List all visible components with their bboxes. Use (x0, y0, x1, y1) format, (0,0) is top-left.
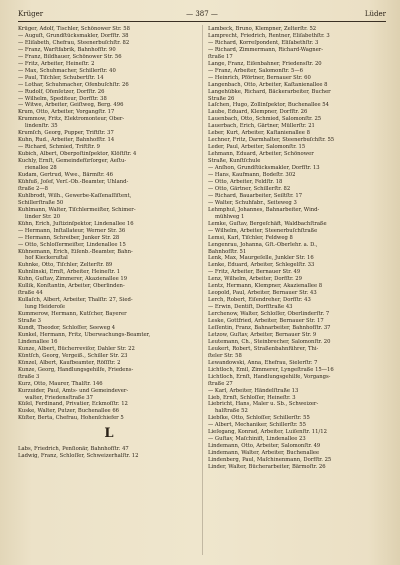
directory-entry: — Richard, Schmied, Triftſtr. 9 (18, 144, 100, 151)
directory-entry: Kuhlmann, Walter, Tiſchlermeiſter, Schimer- (18, 206, 136, 213)
directory-entry: lindenſtr. 35 (25, 123, 58, 130)
directory-entry: Lengenrau, Johanna, Gſt.-Oberlehr. a. D., (208, 241, 318, 248)
directory-entry: Lerchenow, Walter, Schloſſer, Oberlinderſtr. 7 (208, 311, 330, 318)
directory-entry: — Otto, Schloſſermeiſter, Lindenallee 15 (18, 241, 126, 248)
directory-entry: — Anſhon, Grundſtücksmakler, Dorfſtr. 13 (208, 165, 320, 172)
directory-entry: Krumſch, Georg, Pupper, Triftſtr. 37 (18, 130, 114, 137)
directory-entry: Laſchen, Hugo, Zollinſpektor, Buchenallee 54 (208, 102, 329, 109)
directory-entry: — Otto, Gärtner, Schillerſtr. 82 (208, 185, 291, 192)
directory-entry: Lieſegang, Konrad, Arbeiter, Luiſenſtr. 11/12 (208, 429, 327, 436)
directory-entry: Lemsi, Karl, Tiſchler, Feldweg 8 (208, 234, 293, 241)
directory-entry: ſtraße 44 (18, 290, 43, 297)
directory-entry: — Fritz, Arbeiter, Bernauer Str. 49 (208, 269, 301, 276)
directory-entry: Krum, Otto, Arbeiter, Vorgangſtr. 17 (18, 109, 115, 116)
header-rule (18, 21, 386, 22)
directory-entry: ſtraße 3 (18, 373, 40, 380)
directory-entry: rienallee 28 (25, 165, 57, 172)
column-divider (202, 25, 203, 555)
directory-entry: — Rudolf, Ofenſetzer, Dorfſtr. 26 (18, 88, 105, 95)
directory-entry: — Albert, Mechaniker, Schillerſtr. 55 (208, 422, 306, 429)
directory-entry: Lauenbach, Otto, Schmied, Salomonſtr. 25 (208, 116, 322, 123)
directory-entry: Schillerſtraße 50 (18, 199, 64, 206)
directory-entry: — Max, Schuhmacher, Schillerſtr. 40 (18, 67, 116, 74)
directory-entry: Kurz, Otto, Maurer, Thalſtr. 146 (18, 380, 103, 387)
directory-entry: ſtraße 2—8 (18, 185, 48, 192)
directory-entry: Lange, Franz, Eiſenbahner, Friedensſtr. 20 (208, 60, 322, 67)
directory-entry: Kuhlbrodt, Wilh., Gewerbe-Kaſſenaſſiſtent, (18, 192, 132, 199)
directory-entry: — Otto, Arbeiter, Feldſtr. 18 (208, 178, 283, 185)
directory-entry: Leske, Gottfried, Arbeiter, Bernauer Str. 17 (208, 318, 324, 325)
directory-entry: — Wilhelm, Spediteur, Dorfſtr. 38 (18, 95, 107, 102)
directory-entry: ſteler Str. 58 (208, 352, 242, 359)
directory-entry: — Richard, Bauarbeiter, Seiltſtr. 17 (208, 192, 303, 199)
directory-entry: Lindenberg, Paul, Maſchinenmann, Dorfſtr. 25 (208, 457, 332, 464)
directory-entry: Leopold, Paul, Arbeiter, Bernauer Str. 43 (208, 290, 317, 297)
directory-entry: Lindemann, Otto, Arbeiter, Salomonſtr. 49 (208, 443, 321, 450)
directory-entry: Laube, Eduard, Klempner, Dorfſtr. 26 (208, 109, 308, 116)
directory-entry: — Hermann, Schreiber, Junker Str. 28 (18, 234, 120, 241)
directory-entry: Kühn, Erich, Juſtizinſpektor, Lindenallee 16 (18, 220, 134, 227)
directory-entry: Lichtloch, Ernſt, Handlungsgehilfe, Vorgangs- (208, 373, 331, 380)
directory-entry: — Walter, Schuhfabr., Seiteweg 3 (208, 199, 297, 206)
directory-entry: — Richard, Zimmermann, Richard-Wagner- (208, 46, 323, 53)
directory-entry: — Eliſabeth, Chefrau, Steenerbuſchſtr. 82 (18, 39, 130, 46)
directory-entry: lung Heideroſe (25, 304, 66, 311)
directory-entry: ſtraße 27 (208, 380, 233, 387)
directory-entry: Ladwig, Franz, Schloſſer, Schweizerhalſtr. 12 (18, 453, 139, 460)
directory-entry: Liebricht, Hans, Maler u. Sb., Schweizer- (208, 401, 319, 408)
directory-entry: — Fritz, Arbeiter, Heineſtr. 2 (18, 60, 95, 67)
directory-entry: Küntſch, Georg, Vergeiß., Schiller Str. 23 (18, 352, 128, 359)
directory-entry: Küſter, Berta, Chefrau, Hohenſchiefer 5 (18, 415, 124, 422)
directory-entry: linder Str. 20 (25, 213, 61, 220)
directory-entry: Krummow, Fritz, Elektromonteur, Ober- (18, 116, 125, 123)
directory-entry: — Richard, Korreſpondent, Eliſabethſtr. 3 (208, 39, 319, 46)
directory-entry: Lerch, Robert, Eiſendreher, Dorfſtr. 43 (208, 297, 311, 304)
directory-entry: Leukert, Robert, Straßenbahnführer, Thi- (208, 345, 319, 352)
section-letter-heading: L (104, 426, 114, 442)
directory-entry: Langenbach, Otto, Arbeiter, Kaſtanienallee 8 (208, 81, 328, 88)
directory-entry: Kuhn, Guſtav, Zimmerer, Akazienallee 19 (18, 276, 128, 283)
directory-entry: Kuhn, Rud., Arbeiter, Bahnhofſtr. 14 (18, 137, 115, 144)
directory-entry: — Auguſt, Grundſtücksmakler, Dorfſtr. 38 (18, 32, 129, 39)
directory-entry: Lieb, Ernſt, Schloſſer, Heineſtr. 3 (208, 394, 296, 401)
directory-entry: — Hermann, Inſtallateur, Werner Str. 36 (18, 227, 126, 234)
directory-entry: Lauerbach, Erich, Gärtner, Müllerſtr. 21 (208, 123, 315, 130)
directory-entry: — Paul, Tiſchler, Schubertſtr. 14 (18, 74, 104, 81)
directory-entry: walter, Friedensſtraße 37 (25, 394, 93, 401)
page-number: — 387 — (186, 10, 218, 18)
directory-entry: Lenke, Eduard, Arbeiter, Schlegelſtr. 33 (208, 262, 315, 269)
directory-entry: Lechner, Fritz, Darmhalter, Steenerbuſchſtr. 55 (208, 137, 335, 144)
directory-entry: — Witwe, Arbeiter, Geiſtweg, Berg. 496 (18, 102, 124, 109)
directory-entry: — Franz, Arbeiter, Salomonſtr. 5—6 (208, 67, 303, 74)
directory-entry: — Erwin, Dentiſt, Dorfſtraße 43 (208, 304, 293, 311)
directory-entry: Straße, Kunſtſchule (208, 158, 261, 165)
directory-entry: Lemke, Guſtav, Bergeſchäft, Waldbachſtraße (208, 220, 327, 227)
directory-entry: Kundt, Theodor, Schloſſer, Seeweg 4 (18, 324, 116, 331)
directory-entry: Liebſke, Otto, Schloſſer, Schillerſtr. 55 (208, 415, 310, 422)
directory-entry: Bahnhofſtr. 51 (208, 248, 247, 255)
directory-entry: Kuhnlinski, Ernſt, Arbeiter, Heineſtr. 1 (18, 269, 121, 276)
directory-entry: Langehübke, Richard, Bäckerarbeiter, Bucher (208, 88, 331, 95)
directory-entry: Labs, Friedrich, Penſionär, Bahnhofſtr. 47 (18, 446, 129, 453)
directory-entry: mühlweg 1 (215, 213, 245, 220)
page-header (18, 8, 386, 20)
directory-entry: Kunze, Georg, Handlungsgehilfe, Friedens- (18, 366, 134, 373)
directory-entry: Kummerow, Hermann, Kutſcher, Bayerer (18, 311, 127, 318)
directory-entry: — Guſtav, Maſchiniſt, Lindenallee 23 (208, 436, 306, 443)
directory-entry: halſtraße 52 (215, 408, 248, 415)
directory-entry: Kubich, Albert, Oberpoſtinſpektor, Klöſtſtr. 4 (18, 151, 137, 158)
directory-entry: Krüger, Adolf, Tischler, Schönower Str. 58 (18, 26, 130, 32)
header-left-keyword: Krüger (18, 10, 44, 18)
directory-entry: Linder, Walter, Bücherarbeiter, Bärmoſtr. 26 (208, 464, 326, 471)
directory-entry: Lindemann, Walter, Arbeiter, Buchenallee (208, 450, 320, 457)
left-column (18, 26, 200, 460)
directory-entry: Lenk, Max, Maurgeſelle, Junkler Str. 16 (208, 255, 314, 262)
directory-entry: Küſel, Ferdinand, Privatier, Eckmoſſtr. 12 (18, 401, 128, 408)
directory-entry: Kurzuider, Paul, Amts- und Gemeindever- (18, 387, 129, 394)
directory-entry: Kudam, Gertrud, Wwe., Bärmſtr. 46 (18, 172, 113, 179)
directory-entry: Kunze, Albert, Bücherreviſor, Dahler Str. 22 (18, 345, 135, 352)
directory-entry: Leber, Kurt, Arbeiter, Kaſtanienallee 8 (208, 130, 310, 137)
directory-entry: — Wilhelm, Arbeiter, Steenerbuſchſtraße (208, 227, 318, 234)
directory-entry: Kuske, Walter, Putzer, Buchenallee 66 (18, 408, 120, 415)
directory-entry: Kullik, Konſtantin, Arbeiter, Oberlinden- (18, 283, 125, 290)
directory-entry: Lamprecht, Friedrich, Rentner, Eliſabethſtr. 3 (208, 32, 330, 39)
directory-entry: — Karl, Arbeiter, Händelſtraße 13 (208, 387, 299, 394)
directory-entry: Lehmphul, Johannes, Bahnarbeiter, Wind- (208, 206, 320, 213)
directory-entry: Straße 3 (18, 318, 41, 325)
directory-entry: — Lothar, Schuhmacher, Ofenbuſchſtr. 26 (18, 81, 129, 88)
directory-entry: Kullaſch, Albert, Arbeiter, Thalſtr. 27, Sied- (18, 297, 133, 304)
directory-entry: — Franz, Bildhauer, Schönower Str. 56 (18, 53, 122, 60)
directory-entry: Leder, Paul, Arbeiter, Salomonſtr. 15 (208, 144, 306, 151)
directory-entry: Leutemann, Ch., Steinbrecher, Salomonſtr. 20 (208, 338, 331, 345)
directory-entry: Kunkel, Hermann, Fritz, Überwachungs-Beamter, (18, 331, 151, 338)
directory-entry: Lichtloch, Emil, Zimmerer, Lyngeſtraße 15—16 (208, 366, 334, 373)
header-right-keyword: Lüder (364, 10, 386, 18)
directory-entry: Lentz, Hermann, Klempner, Akazienallee 8 (208, 283, 323, 290)
directory-entry: — Heinrich, Pförtner, Bernauer Str. 60 (208, 74, 311, 81)
directory-entry: Leſſentin, Franz, Bahnarbeiter, Bahnhofſtr. 37 (208, 324, 331, 331)
directory-entry: Kühnemann, Erich, Eiſenb.-Beamter, Bahn- (18, 248, 133, 255)
directory-entry: — Franz, Warſtfabrik, Bahnhofſtr. 90 (18, 46, 116, 53)
directory-entry: Lambeck, Bruno, Klempner, Zelterſtr. 52 (208, 26, 317, 32)
directory-entry: Lewandowski, Anna, Ehefrau, Sielerſtr. 7 (208, 359, 318, 366)
directory-entry: Kuhnke, Otto, Tiſchler, Zelterſtr. 89 (18, 262, 113, 269)
directory-entry: Kuchly, Ernſt, Gemeindefürſorger, Aeſtu- (18, 158, 127, 165)
directory-entry: Letzow, Guſtav, Arbeiter, Bernauer Str. 9 (208, 331, 317, 338)
directory-entry: Kühfuß, Joſef, Verſ.-Ob.-Beamter, Uhland- (18, 178, 129, 185)
directory-entry: Künzel, Albert, Kaufbeamter, Röſſſtr. 2 (18, 359, 121, 366)
directory-entry: Straße 26 (208, 95, 235, 102)
directory-entry: ſtraße 17 (208, 53, 233, 60)
right-column (208, 26, 390, 471)
directory-entry: — Hans, Kaufmann, Bodeſtr. 302 (208, 172, 296, 179)
directory-entry: Lenz, Wilhelm, Arbeiter, Dorfſtr. 29 (208, 276, 302, 283)
directory-entry: Lehmann, Eduard, Arbeiter, Schönower (208, 151, 314, 158)
directory-entry: hof Kieckeruſtal (25, 255, 68, 262)
directory-entry: Lindenallee 16 (18, 338, 58, 345)
